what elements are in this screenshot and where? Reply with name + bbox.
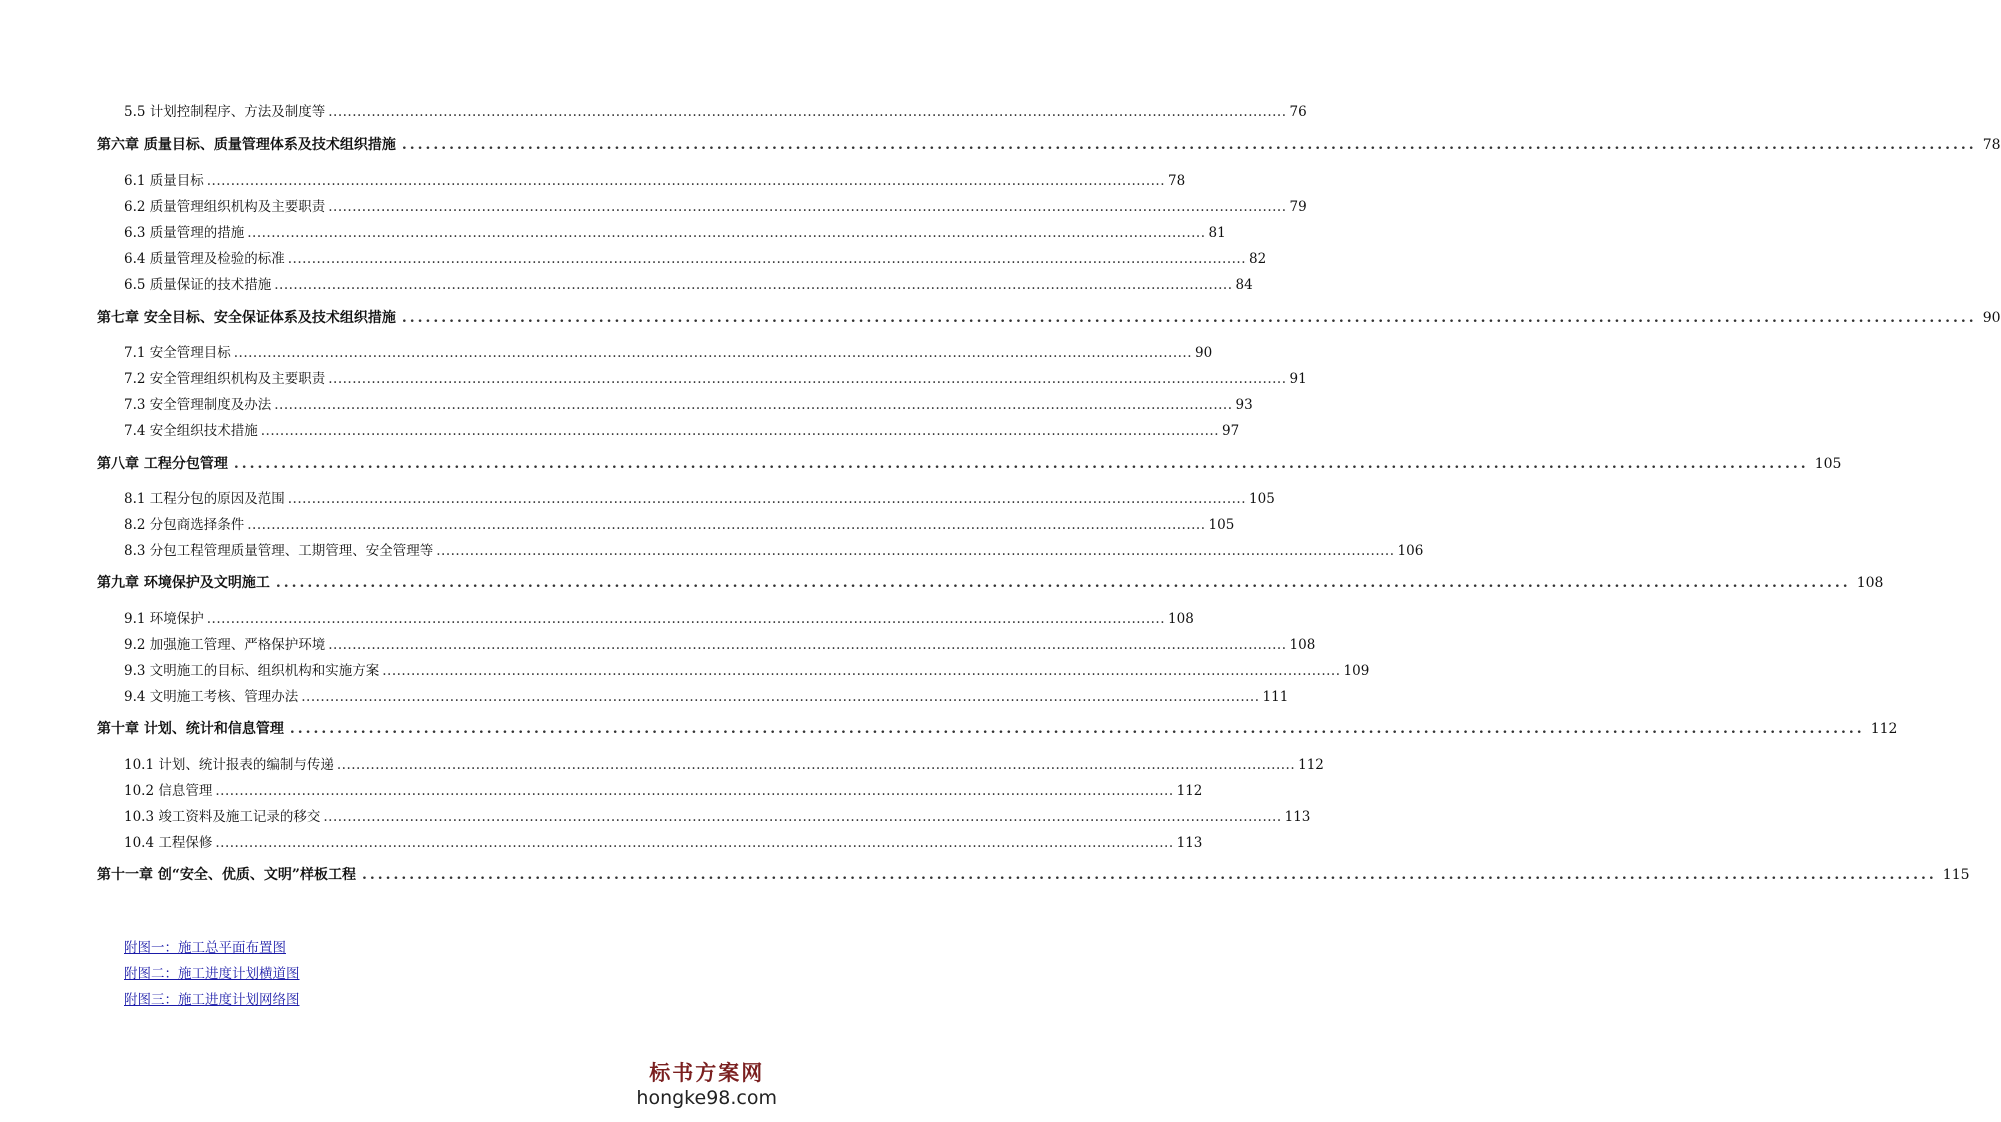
toc-entry-page: 113 <box>1176 835 1203 851</box>
toc-entry[interactable] <box>124 753 1324 773</box>
toc-chapter-page: 105 <box>1814 456 1842 472</box>
toc-entry-title: 8.1 工程分包的原因及范围 <box>124 491 285 507</box>
toc-entry[interactable] <box>124 367 1307 387</box>
appendix-link-gantt[interactable]: 附图二：施工进度计划横道图 <box>124 966 300 982</box>
toc-entry[interactable] <box>124 513 1235 533</box>
toc-entry-title: 7.2 安全管理组织机构及主要职责 <box>124 371 326 387</box>
watermark-cn: 标书方案网 <box>649 1060 765 1085</box>
toc-entry-title: 6.5 质量保证的技术措施 <box>124 277 272 293</box>
leader-dots: ........................................................................................................................................................................................................ <box>275 575 1851 591</box>
toc-entry-page: 106 <box>1397 543 1424 559</box>
leader-dots: ........................................................................................................................................................................................................ <box>401 137 1977 153</box>
toc-entry-page: 112 <box>1298 757 1324 773</box>
toc-chapter[interactable] <box>97 718 1898 738</box>
toc-chapter[interactable] <box>97 453 1842 473</box>
toc-entry[interactable] <box>124 685 1289 705</box>
toc-chapter[interactable] <box>97 572 1884 592</box>
toc-entry-title: 10.2 信息管理 <box>124 783 213 799</box>
toc-chapter-page: 108 <box>1856 575 1884 591</box>
toc-entry[interactable] <box>124 247 1267 267</box>
toc-entry-page: 109 <box>1343 663 1370 679</box>
toc-chapter-title: 第七章 安全目标、安全保证体系及技术组织措施 <box>97 310 396 326</box>
toc-chapter[interactable] <box>97 864 1970 884</box>
watermark-logo <box>636 1060 777 1110</box>
leader-dots: ........................................................................................................................................................................................................ <box>274 397 1233 413</box>
toc-entry-title: 9.2 加强施工管理、严格保护环境 <box>124 637 326 653</box>
toc-chapter[interactable] <box>97 307 2001 327</box>
toc-entry[interactable] <box>124 779 1203 799</box>
toc-entry-page: 111 <box>1262 689 1289 705</box>
toc-chapter-title: 第九章 环境保护及文明施工 <box>97 575 270 591</box>
leader-dots: ........................................................................................................................................................................................................ <box>289 721 1865 737</box>
toc-entry-page: 105 <box>1249 491 1275 507</box>
toc-entry[interactable] <box>124 539 1424 559</box>
toc-chapter-page: 112 <box>1870 721 1898 737</box>
toc-entry-page: 81 <box>1208 225 1226 241</box>
toc-entry[interactable] <box>124 273 1253 293</box>
toc-entry-page: 113 <box>1284 809 1311 825</box>
leader-dots: ........................................................................................................................................................................................................ <box>215 835 1174 851</box>
toc-entry[interactable] <box>124 419 1240 439</box>
appendix-link-site-plan[interactable]: 附图一：施工总平面布置图 <box>124 940 286 956</box>
toc-entry[interactable] <box>124 831 1203 851</box>
toc-chapter-title: 第十一章 创“安全、优质、文明”样板工程 <box>97 867 356 883</box>
toc-chapter-title: 第八章 工程分包管理 <box>97 456 228 472</box>
leader-dots: ........................................................................................................................................................................................................ <box>247 517 1206 533</box>
leader-dots: ........................................................................................................................................................................................................ <box>382 663 1341 679</box>
toc-entry-title: 10.1 计划、统计报表的编制与传递 <box>124 757 334 773</box>
toc-entry-title: 6.2 质量管理组织机构及主要职责 <box>124 199 326 215</box>
toc-entry-title: 7.4 安全组织技术措施 <box>124 423 258 439</box>
appendix-link-network[interactable]: 附图三：施工进度计划网络图 <box>124 992 300 1008</box>
toc-entry[interactable] <box>124 393 1253 413</box>
toc-entry-page: 91 <box>1289 371 1307 387</box>
leader-dots: ........................................................................................................................................................................................................ <box>301 689 1260 705</box>
toc-entry[interactable] <box>124 487 1275 507</box>
leader-dots: ........................................................................................................................................................................................................ <box>336 757 1296 773</box>
toc-entry-page: 76 <box>1289 104 1307 120</box>
toc-entry-title: 5.5 计划控制程序、方法及制度等 <box>124 104 326 120</box>
toc-chapter-page: 78 <box>1982 137 2001 153</box>
toc-entry-page: 82 <box>1249 251 1267 267</box>
toc-entry-title: 10.4 工程保修 <box>124 835 213 851</box>
leader-dots: ........................................................................................................................................................................................................ <box>361 867 1937 883</box>
leader-dots: ........................................................................................................................................................................................................ <box>233 456 1809 472</box>
toc-entry-title: 9.4 文明施工考核、管理办法 <box>124 689 299 705</box>
toc-entry-title: 9.1 环境保护 <box>124 611 204 627</box>
toc-chapter[interactable] <box>97 134 2001 154</box>
toc-entry-page: 108 <box>1168 611 1194 627</box>
toc-entry-page: 105 <box>1208 517 1235 533</box>
leader-dots: ........................................................................................................................................................................................................ <box>436 543 1395 559</box>
toc-entry-page: 108 <box>1289 637 1316 653</box>
toc-entry[interactable] <box>124 169 1186 189</box>
toc-entry[interactable] <box>124 100 1307 120</box>
toc-entry-page: 93 <box>1235 397 1253 413</box>
leader-dots: ........................................................................................................................................................................................................ <box>233 345 1193 361</box>
leader-dots: ........................................................................................................................................................................................................ <box>274 277 1233 293</box>
toc-entry-title: 6.4 质量管理及检验的标准 <box>124 251 285 267</box>
toc-entry[interactable] <box>124 221 1226 241</box>
leader-dots: ........................................................................................................................................................................................................ <box>287 251 1247 267</box>
appendix-links <box>124 935 300 1013</box>
toc-chapter-page: 115 <box>1942 867 1970 883</box>
toc-entry-title: 7.1 安全管理目标 <box>124 345 231 361</box>
leader-dots: ........................................................................................................................................................................................................ <box>328 104 1287 120</box>
toc-entry-title: 8.3 分包工程管理质量管理、工期管理、安全管理等 <box>124 543 434 559</box>
leader-dots: ........................................................................................................................................................................................................ <box>328 637 1287 653</box>
leader-dots: ........................................................................................................................................................................................................ <box>328 371 1287 387</box>
watermark-en: hongke98.com <box>636 1087 777 1109</box>
toc-entry-page: 112 <box>1176 783 1203 799</box>
toc-entry[interactable] <box>124 607 1194 627</box>
toc-chapter-title: 第十章 计划、统计和信息管理 <box>97 721 284 737</box>
leader-dots: ........................................................................................................................................................................................................ <box>323 809 1282 825</box>
toc-entry[interactable] <box>124 633 1316 653</box>
leader-dots: ........................................................................................................................................................................................................ <box>260 423 1220 439</box>
toc-entry-title: 6.3 质量管理的措施 <box>124 225 245 241</box>
toc-chapter-title: 第六章 质量目标、质量管理体系及技术组织措施 <box>97 137 396 153</box>
toc-entry-title: 9.3 文明施工的目标、组织机构和实施方案 <box>124 663 380 679</box>
toc-entry[interactable] <box>124 659 1370 679</box>
leader-dots: ........................................................................................................................................................................................................ <box>328 199 1287 215</box>
toc-entry-title: 7.3 安全管理制度及办法 <box>124 397 272 413</box>
leader-dots: ........................................................................................................................................................................................................ <box>247 225 1206 241</box>
leader-dots: ........................................................................................................................................................................................................ <box>401 310 1977 326</box>
toc-entry-page: 84 <box>1235 277 1253 293</box>
toc-entry-title: 6.1 质量目标 <box>124 173 204 189</box>
toc-entry[interactable] <box>124 195 1307 215</box>
toc-entry-page: 79 <box>1289 199 1307 215</box>
toc-entry-title: 10.3 竣工资料及施工记录的移交 <box>124 809 321 825</box>
toc-entry-page: 97 <box>1222 423 1240 439</box>
toc-entry[interactable] <box>124 341 1213 361</box>
leader-dots: ........................................................................................................................................................................................................ <box>287 491 1247 507</box>
toc-entry-title: 8.2 分包商选择条件 <box>124 517 245 533</box>
toc-entry-page: 78 <box>1168 173 1186 189</box>
toc-entry-page: 90 <box>1195 345 1213 361</box>
toc-chapter-page: 90 <box>1982 310 2001 326</box>
leader-dots: ........................................................................................................................................................................................................ <box>206 173 1166 189</box>
leader-dots: ........................................................................................................................................................................................................ <box>206 611 1166 627</box>
leader-dots: ........................................................................................................................................................................................................ <box>215 783 1174 799</box>
toc-entry[interactable] <box>124 805 1311 825</box>
